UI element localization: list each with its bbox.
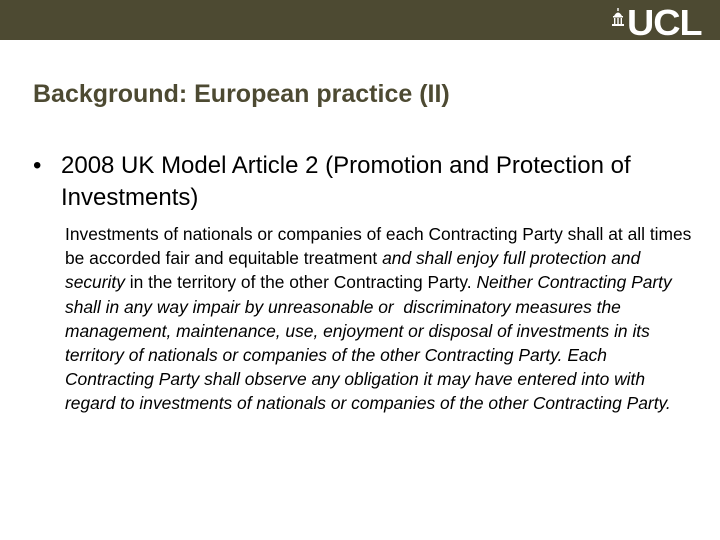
quote-segment-italic: and shall enjoy full protection and security	[65, 248, 646, 293]
ucl-logo	[611, 2, 702, 43]
bullet-marker: •	[33, 152, 42, 179]
quote-segment-italic: Neither Contracting Party shall in any way impair by unreasonable or discriminatory measures the management, maintenance, use, enjoyment or disposal of investments in its territory of nationals or companies of the other Contracting Party. Each Contracting Party shall observe any obligation it may have entered into with regard to investments of nationals or companies of the other Contracting Party.	[65, 272, 677, 414]
bullet-item	[33, 150, 653, 214]
quote-segment: in the territory of the other Contracting Party.	[124, 272, 477, 293]
slide-title: Background: European practice (II)	[33, 80, 450, 108]
logo-text: UCL	[627, 2, 702, 43]
header-bar	[0, 0, 720, 43]
quote-segment: Investments of nationals or companies of each Contracting Party shall at all times be accorded fair and equitable treatment	[65, 224, 697, 269]
article-quote	[65, 222, 695, 416]
bullet-text: 2008 UK Model Article 2 (Promotion and Protection of Investments)	[61, 152, 631, 211]
ucl-portico-icon	[611, 8, 625, 28]
